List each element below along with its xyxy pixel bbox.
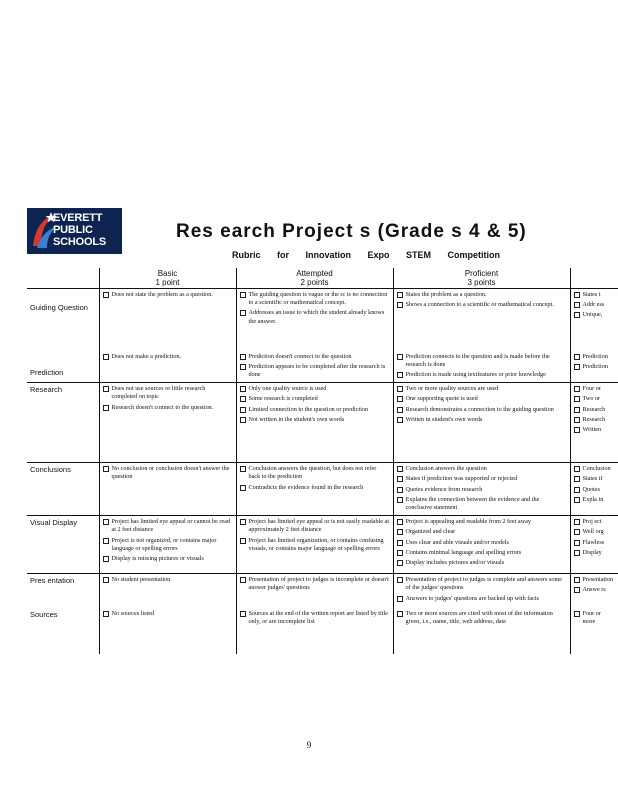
descriptor-item: Expla in xyxy=(574,496,616,504)
logo-line-3: SCHOOLS xyxy=(53,236,106,248)
descriptor-item: Project has limited eye appeal or is not easily readable at approximately 2 feet distance xyxy=(240,518,390,534)
descriptor-item: Uses clear and able visuals and/or models xyxy=(397,539,567,547)
descriptor-item: Display xyxy=(574,549,616,557)
criterion-label: Prediction xyxy=(30,368,64,378)
descriptor-item: States t xyxy=(574,291,616,299)
descriptor-item: Two or more sources are cited with most of the information given, i.e., name, title, web address, date xyxy=(397,610,567,626)
descriptor-cell-partial xyxy=(570,516,618,574)
descriptor-list xyxy=(240,518,390,553)
descriptor-item: Written xyxy=(574,426,616,434)
descriptor-item: Research xyxy=(574,416,616,424)
descriptor-list xyxy=(397,353,567,380)
descriptor-item: Conclusion answers the question xyxy=(397,465,567,473)
descriptor-item: States if prediction was supported or rejected xyxy=(397,475,567,483)
descriptor-item: Explains the connection between the evidence and the conclusive statement xyxy=(397,496,567,512)
descriptor-cell-basic xyxy=(99,463,236,516)
page-title: Res earch Project s (Grade s 4 & 5) xyxy=(176,221,527,242)
descriptor-item: Only one quality source is used xyxy=(240,385,390,393)
descriptor-item: Addresses an issue to which the student already knows the answer. xyxy=(240,309,390,325)
level-name: Basic xyxy=(157,269,178,278)
descriptor-item: Four or more xyxy=(574,610,616,626)
descriptor-item: Not written in the student's own words xyxy=(240,416,390,424)
descriptor-list xyxy=(103,576,233,584)
rubric-row xyxy=(27,608,618,654)
descriptor-item: Research doesn't connect to the question. xyxy=(103,404,233,412)
rubric-row xyxy=(27,463,618,516)
descriptor-item: Does not state the problem as a question. xyxy=(103,291,233,299)
header-basic xyxy=(99,268,236,289)
criterion-label: Research xyxy=(27,383,99,463)
descriptor-cell-partial xyxy=(570,574,618,608)
descriptor-cell-proficient xyxy=(393,608,570,654)
descriptor-item: Project is appealing and readable from 2 feet away xyxy=(397,518,567,526)
descriptor-item: Prediction appears to be completed after the research is done xyxy=(240,363,390,379)
descriptor-item: No student presentation xyxy=(103,576,233,584)
descriptor-cell-basic xyxy=(99,383,236,463)
descriptor-list xyxy=(103,291,233,299)
header-attempted xyxy=(236,268,393,289)
descriptor-item: Contains minimal language and spelling errors xyxy=(397,549,567,557)
level-name: Proficient xyxy=(464,269,499,278)
descriptor-item: Project has limited organization, or contains confusing visuals, or contains major language or spelling errors xyxy=(240,537,390,553)
descriptor-item: Prediction doesn't connect to the question xyxy=(240,353,390,361)
descriptor-item: Presentation xyxy=(574,576,616,584)
descriptor-item: Prediction connects to the question and is made before the research is done xyxy=(397,353,567,369)
descriptor-list xyxy=(574,610,616,626)
header-proficient xyxy=(393,268,570,289)
descriptor-cell-attempted xyxy=(236,574,393,608)
descriptor-list xyxy=(397,576,567,603)
descriptor-cell-partial xyxy=(570,383,618,463)
descriptor-item: Prediction xyxy=(574,363,616,371)
rubric-row xyxy=(27,383,618,463)
descriptor-item: Project has limited eye appeal or cannot be read at 2 feet distance xyxy=(103,518,233,534)
descriptor-cell-partial xyxy=(570,463,618,516)
descriptor-list xyxy=(574,353,616,371)
descriptor-list xyxy=(397,610,567,626)
level-points: 2 points xyxy=(300,278,329,287)
descriptor-item: No conclusion or conclusion doesn't answer the question xyxy=(103,465,233,481)
descriptor-item: Quotes evidence from research xyxy=(397,486,567,494)
rubric-body xyxy=(27,289,618,654)
rubric-header-row xyxy=(27,268,618,289)
descriptor-list xyxy=(103,518,233,563)
descriptor-list xyxy=(397,291,567,309)
descriptor-cell-proficient xyxy=(393,351,570,383)
descriptor-item: The guiding question is vague or the rc is no connection to a scientific or mathematical concept. xyxy=(240,291,390,307)
descriptor-item: Quotes xyxy=(574,486,616,494)
descriptor-item: Research demonstrates a connection to the guiding question xyxy=(397,406,567,414)
logo-line-1: EVERETT xyxy=(53,212,103,224)
page-number: 9 xyxy=(306,740,312,750)
descriptor-item: Display is missing pictures or visuals xyxy=(103,555,233,563)
level-name: Attempted xyxy=(296,269,333,278)
descriptor-list xyxy=(240,291,390,326)
descriptor-list xyxy=(574,576,616,594)
descriptor-item: Answers to judges' questions are backed up with facts xyxy=(397,595,567,603)
descriptor-list xyxy=(397,385,567,424)
criterion-label: Pres entation xyxy=(27,574,99,608)
header-cutoff xyxy=(570,268,618,289)
descriptor-item: Flawless xyxy=(574,539,616,547)
descriptor-item: Sources at the end of the written report are listed by title only, or are incomplete list xyxy=(240,610,390,626)
descriptor-item: Conclusion answers the question, but does not refer back to the prediction xyxy=(240,465,390,481)
descriptor-item: Presentation of project to judges is complete and answers some of the judges' questions xyxy=(397,576,567,592)
descriptor-list xyxy=(574,518,616,557)
descriptor-cell-partial xyxy=(570,351,618,383)
descriptor-item: Two or xyxy=(574,395,616,403)
descriptor-item: Well org xyxy=(574,528,616,536)
rubric-row xyxy=(27,574,618,608)
descriptor-list xyxy=(574,465,616,504)
descriptor-cell-attempted xyxy=(236,516,393,574)
criterion-label: Conclusions xyxy=(27,463,99,516)
descriptor-list xyxy=(397,465,567,512)
rubric-row xyxy=(27,516,618,574)
descriptor-list xyxy=(103,465,233,481)
rubric-row xyxy=(27,289,618,351)
descriptor-item: Prediction is made using textfeatures or prior knowledge xyxy=(397,371,567,379)
descriptor-item: Does not make a prediction. xyxy=(103,353,233,361)
descriptor-cell-attempted xyxy=(236,351,393,383)
descriptor-cell-attempted xyxy=(236,463,393,516)
descriptor-list xyxy=(240,576,390,592)
everett-public-schools-logo xyxy=(27,208,122,254)
descriptor-item: Presentation of project to judges is incomplete or doesn't answer judges' questions xyxy=(240,576,390,592)
descriptor-item: Conclusion xyxy=(574,465,616,473)
descriptor-cell-basic xyxy=(99,574,236,608)
rubric-table xyxy=(27,268,618,654)
descriptor-cell-basic xyxy=(99,289,236,351)
descriptor-list xyxy=(240,465,390,492)
descriptor-cell-partial xyxy=(570,608,618,654)
descriptor-item: Shows a connection to a scientific or mathematical concept. xyxy=(397,301,567,309)
descriptor-cell-proficient xyxy=(393,383,570,463)
descriptor-item: Two or more quality sources are used xyxy=(397,385,567,393)
descriptor-item: States if xyxy=(574,475,616,483)
descriptor-cell-basic xyxy=(99,351,236,383)
descriptor-cell-proficient xyxy=(393,289,570,351)
descriptor-cell-proficient xyxy=(393,516,570,574)
descriptor-list xyxy=(240,610,390,626)
criterion-label: Visual Display xyxy=(27,516,99,574)
descriptor-item: Does not use sources or little research completed on topic xyxy=(103,385,233,401)
descriptor-item: No sources listed xyxy=(103,610,233,618)
logo-wordmark xyxy=(53,212,106,248)
descriptor-item: Prediction xyxy=(574,353,616,361)
level-points: 3 points xyxy=(467,278,496,287)
descriptor-item: Research xyxy=(574,406,616,414)
descriptor-cell-attempted xyxy=(236,289,393,351)
descriptor-item: Proj ect xyxy=(574,518,616,526)
descriptor-list xyxy=(397,518,567,567)
descriptor-cell-basic xyxy=(99,608,236,654)
header-criterion-cell xyxy=(27,268,99,289)
page-subtitle: Rubric for Innovation Expo STEM Competition xyxy=(232,250,500,260)
descriptor-item: Limited connection to the question or prediction xyxy=(240,406,390,414)
descriptor-cell-partial xyxy=(570,289,618,351)
descriptor-cell-proficient xyxy=(393,463,570,516)
descriptor-list xyxy=(240,353,390,380)
descriptor-item: States the problem as a question. xyxy=(397,291,567,299)
descriptor-item: Addr ess xyxy=(574,301,616,309)
criterion-label: Guiding Question xyxy=(30,303,88,312)
logo-line-2: PUBLIC xyxy=(53,224,93,236)
descriptor-item: Four or xyxy=(574,385,616,393)
descriptor-list xyxy=(574,291,616,320)
descriptor-cell-proficient xyxy=(393,574,570,608)
descriptor-item: Written in student's own words xyxy=(397,416,567,424)
descriptor-list xyxy=(103,610,233,618)
criterion-label: Sources xyxy=(30,609,58,619)
rubric-row xyxy=(27,351,618,383)
descriptor-item: One supporting quote is used xyxy=(397,395,567,403)
descriptor-list xyxy=(103,353,233,361)
descriptor-item: Answe rs xyxy=(574,586,616,594)
descriptor-list xyxy=(240,385,390,424)
descriptor-item: Unique, xyxy=(574,311,616,319)
descriptor-list xyxy=(574,385,616,434)
descriptor-item: Display includes pictures and/or visuals xyxy=(397,559,567,567)
descriptor-cell-basic xyxy=(99,516,236,574)
descriptor-item: Contradicts the evidence found in the research xyxy=(240,484,390,492)
descriptor-item: Project is not organized, or contains major language or spelling errors xyxy=(103,537,233,553)
descriptor-item: Organized and clear xyxy=(397,528,567,536)
descriptor-item: Some research is completed xyxy=(240,395,390,403)
level-points: 1 point xyxy=(155,278,180,287)
descriptor-cell-attempted xyxy=(236,608,393,654)
descriptor-list xyxy=(103,385,233,412)
descriptor-cell-attempted xyxy=(236,383,393,463)
